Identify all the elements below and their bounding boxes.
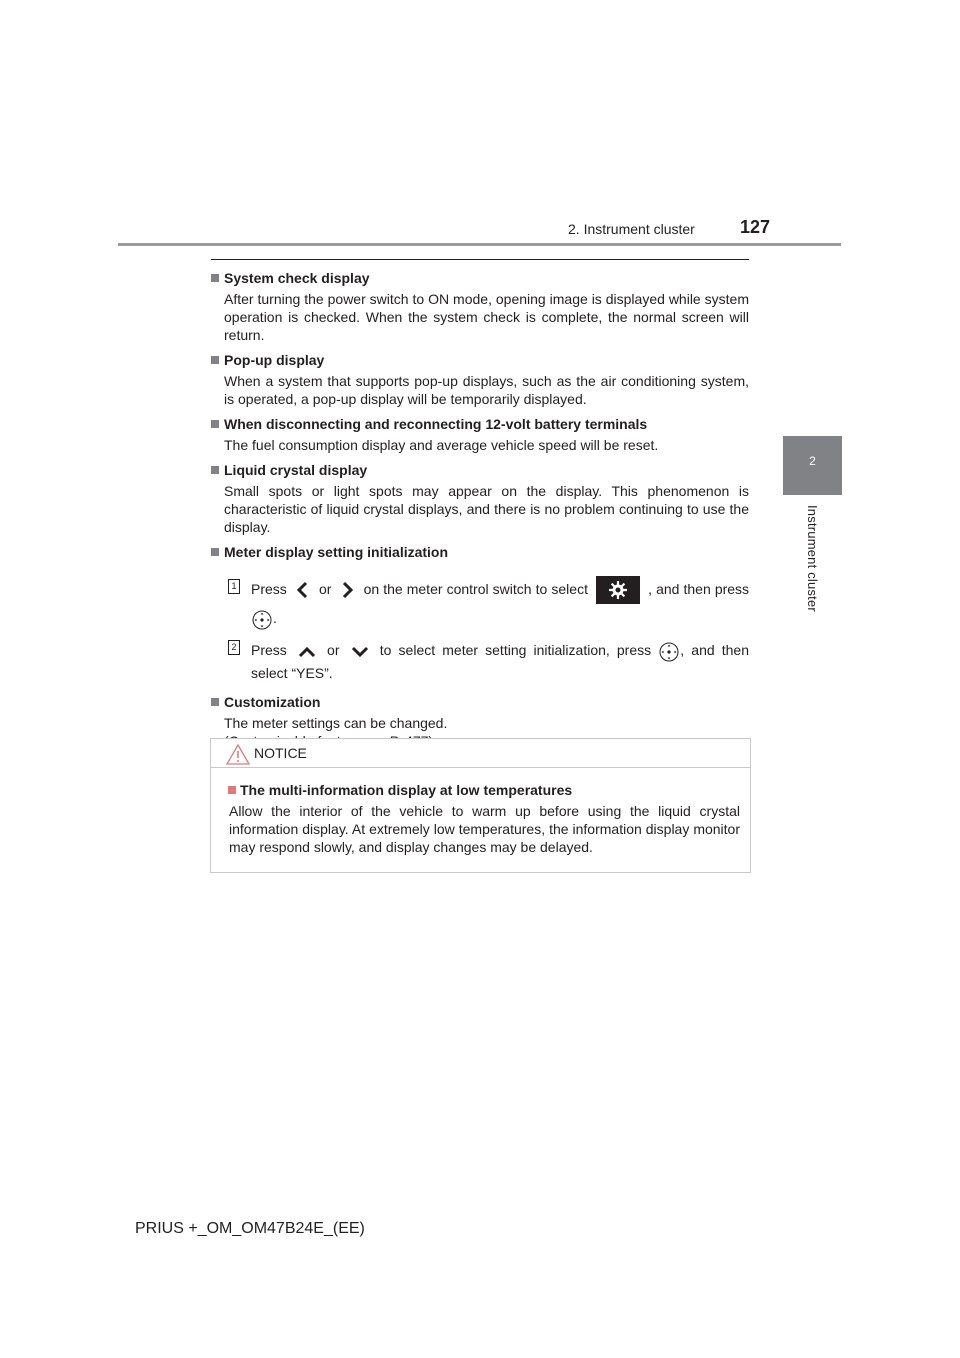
- arrow-up-icon: [294, 644, 320, 660]
- notice-box: [210, 738, 751, 873]
- section-heading: When disconnecting and reconnecting 12-volt battery terminals: [211, 415, 749, 433]
- chapter-tab-number: 2: [809, 454, 816, 468]
- arrow-left-icon: [291, 580, 315, 600]
- arrow-right-icon: [335, 580, 359, 600]
- step-1: 1 Press or on the meter control switch to select , and then press .: [211, 575, 749, 632]
- warning-triangle-icon: [225, 743, 251, 766]
- settings-tab-icon: [596, 576, 640, 604]
- section-heading: Pop-up display: [211, 351, 749, 369]
- bullet-square-icon: [211, 356, 219, 364]
- enter-button-icon: [251, 609, 273, 631]
- section-system-check: [211, 269, 749, 344]
- section-pop-up: [211, 351, 749, 408]
- bullet-square-icon: [211, 466, 219, 474]
- step-number: 2: [228, 640, 240, 655]
- settings-gear-icon: [596, 576, 640, 604]
- bullet-square-icon: [211, 698, 219, 706]
- section-body: Small spots or light spots may appear on the display. This phenomenon is characteristic of liquid crystal displays, and there is no problem continuing to use the display.: [224, 483, 749, 535]
- section-body: After turning the power switch to ON mode, opening image is displayed while system operation is checked. When the system check is complete, the normal screen will return.: [224, 291, 749, 343]
- section-heading: Meter display setting initialization: [211, 543, 749, 561]
- section-body-line: The meter settings can be changed.: [224, 714, 448, 731]
- section-body: The fuel consumption display and average vehicle speed will be reset.: [224, 437, 659, 453]
- notice-title: NOTICE: [254, 745, 307, 761]
- section-heading: Liquid crystal display: [211, 461, 749, 479]
- step-number: 1: [228, 579, 240, 594]
- chapter-side-tab: [783, 436, 842, 495]
- bullet-square-icon: [211, 274, 219, 282]
- notice-text: Allow the interior of the vehicle to warm up before using the liquid crystal information display. At extremely low temperatures, the information display monitor may respond slowly, and display changes may be delayed.: [229, 803, 740, 855]
- bullet-square-icon: [211, 548, 219, 556]
- chapter-side-label: Instrument cluster: [805, 505, 820, 612]
- footer-doc-code: PRIUS +_OM_OM47B24E_(EE): [135, 1220, 365, 1237]
- step-2: 2 Press or to select meter setting initialization, press , and then select “YES”.: [211, 640, 749, 682]
- bullet-square-icon: [211, 420, 219, 428]
- section-heading: Customization: [211, 693, 749, 711]
- section-lcd: [211, 461, 749, 536]
- header-rule: [118, 243, 841, 246]
- header-chapter: 2. Instrument cluster: [568, 221, 695, 237]
- content: [211, 259, 749, 750]
- bullet-square-icon: [228, 786, 236, 794]
- page-number: 127: [740, 217, 771, 237]
- section-meter-init: [211, 543, 749, 683]
- section-body: When a system that supports pop-up displays, such as the air conditioning system, is operated, a pop-up display will be temporarily displayed.: [224, 373, 749, 407]
- notice-heading: The multi-information display at low temperatures: [229, 781, 740, 799]
- notice-header: [211, 739, 750, 768]
- arrow-down-icon: [347, 644, 373, 660]
- enter-button-icon: [658, 641, 680, 663]
- section-battery: [211, 415, 749, 454]
- section-heading: System check display: [211, 269, 749, 287]
- notice-body: [211, 768, 750, 856]
